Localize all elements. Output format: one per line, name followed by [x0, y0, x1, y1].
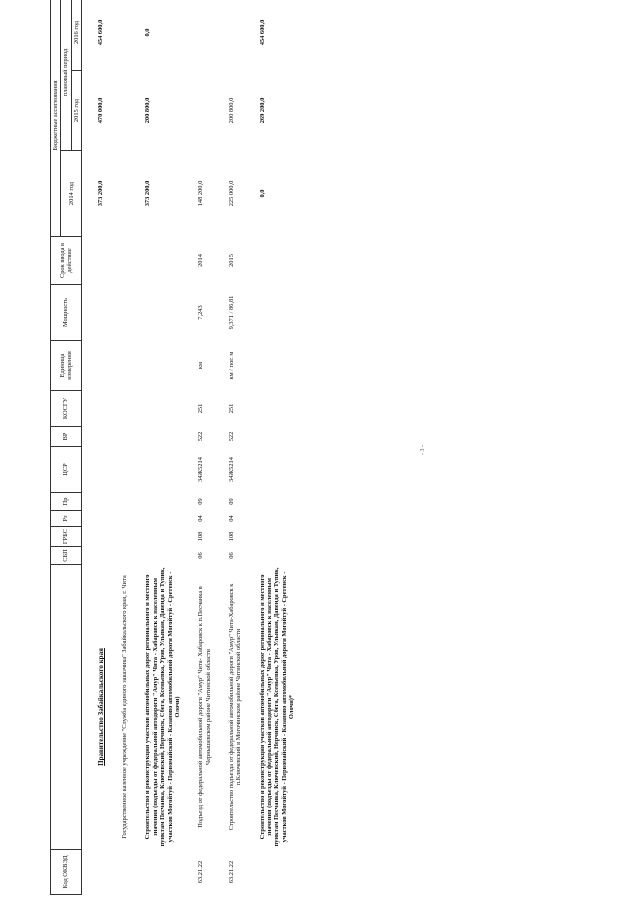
item-2-name: Строительство подъезда от федеральной автомобильной дороги "Амур" Чита-Хабаровск к п.Ключевский в Могочинском районе Читинской области	[228, 583, 243, 831]
header-csr: ЦСР	[51, 447, 82, 493]
item-1-vr: 522	[197, 431, 205, 442]
government-2014: 373 200,0	[97, 180, 105, 207]
header-term: Срок ввода в действие	[51, 237, 82, 285]
item-1-pr: 09	[197, 498, 205, 505]
project-2-name: Строительство и реконструкция участков автомобильных дорог регионального и местного значения (подъезды от федеральной автодороги "Амур" Чита - Хабаровск к населенным пунктам Песчанка, Ключевский, Нерчинск, Сбега, Ксеньевка, Уров, Ульякан, Давенда и Тупик, участков Могойтуй - Первомайский - Казаново автомобильной дороги Могойтуй - Сретенск - Олочи)*	[258, 567, 296, 847]
header-okved: Код ОКВЭД	[51, 850, 82, 895]
table-body	[82, 0, 297, 895]
project-1-2015: 200 800,0	[144, 97, 152, 124]
item-2-pr: 09	[228, 498, 235, 505]
item-2-2015: 200 800,0	[228, 97, 235, 124]
table-row-project-1	[143, 0, 182, 895]
header-2014: 2014 год	[61, 151, 82, 237]
item-2-term: 2015	[228, 254, 235, 267]
government-2016: 454 600,0	[97, 19, 105, 46]
header-power: Мощность	[51, 285, 82, 341]
item-2-power: 9,371 / 86,81	[228, 295, 235, 330]
header-rz: Рз	[51, 511, 82, 527]
item-2-csr: 34Ж5214	[228, 457, 235, 482]
project-2-2016: 454 600,0	[258, 19, 266, 46]
header-budget: Бюджетные ассигнования	[51, 0, 61, 237]
header-unit: Единица измерения	[51, 341, 82, 391]
header-2016: 2016 год	[71, 0, 81, 71]
header-kosgu: КОСГУ	[51, 391, 82, 427]
project-1-2016: 0,0	[144, 28, 152, 37]
project-2-2014: 0,0	[258, 189, 266, 198]
item-1-rz: 04	[197, 515, 205, 522]
government-name: Правительство Забайкальского края	[97, 648, 106, 766]
table-header	[51, 0, 82, 895]
item-1-okved: 63.21.22	[197, 860, 205, 884]
item-2-rz: 04	[228, 515, 235, 522]
table-row-item-1	[196, 0, 213, 895]
item-1-2014: 148 200,0	[197, 180, 205, 207]
page-number: - 3 -	[420, 445, 426, 455]
item-2-okved: 63.21.22	[228, 860, 235, 884]
item-1-unit: км	[197, 361, 205, 370]
item-2-unit: км / пог. м	[228, 351, 235, 380]
item-2-kosgu: 251	[228, 403, 235, 414]
header-sbp: СБП	[51, 547, 82, 565]
header-vr: ВР	[51, 427, 82, 447]
table-row-agency	[120, 0, 129, 895]
government-2015: 470 000,0	[97, 97, 105, 124]
project-2-2015: 269 200,0	[258, 97, 266, 124]
header-2015: 2015 год	[71, 71, 81, 151]
item-1-csr: 34Ж5214	[197, 457, 205, 482]
header-plan-period: плановый период	[61, 0, 71, 151]
budget-table	[50, 0, 297, 895]
project-1-name: Строительство и реконструкция участков автомобильных дорог регионального и местного значения (подъезды от федеральной автодороги "Амур" Чита - Хабаровск к населенным пунктам Песчанка, Ключевский, Нерчинск, Сбега, Ксеньевка, Уров, Ульякан, Давенда и Тупик, участков Могойтуй - Первомайский - Казаново автомобильной дороги Могойтуй - Сретенск - Олочи)	[144, 567, 181, 847]
item-1-term: 2014	[197, 254, 205, 267]
header-name	[51, 565, 82, 850]
item-1-kosgu: 251	[197, 403, 205, 414]
project-1-2014: 373 200,0	[144, 180, 152, 207]
item-2-sbp: 06	[228, 552, 235, 559]
table-row-government	[96, 0, 106, 895]
agency-name: Государственное казенное учреждение "Служба единого заказчика" Забайкальского края, г. Чита	[121, 575, 129, 839]
item-2-grbs: 108	[228, 531, 235, 542]
header-pr: Пр	[51, 493, 82, 511]
item-1-sbp: 06	[197, 552, 205, 559]
item-2-2014: 225 000,0	[228, 180, 235, 207]
table-row-item-2	[227, 0, 244, 895]
item-1-power: 7,243	[197, 305, 205, 320]
rotated-table-wrapper	[50, 15, 610, 895]
item-2-vr: 522	[228, 431, 235, 442]
table-row-project-2	[258, 0, 297, 895]
item-1-name: Подъезд от федеральной автомобильной дороги "Амур" Чита- Хабаровск к п.Песчанка в Чернышевском районе Читинской области	[197, 586, 212, 828]
header-grbs: ГРБС	[51, 527, 82, 547]
item-1-grbs: 108	[197, 531, 205, 542]
